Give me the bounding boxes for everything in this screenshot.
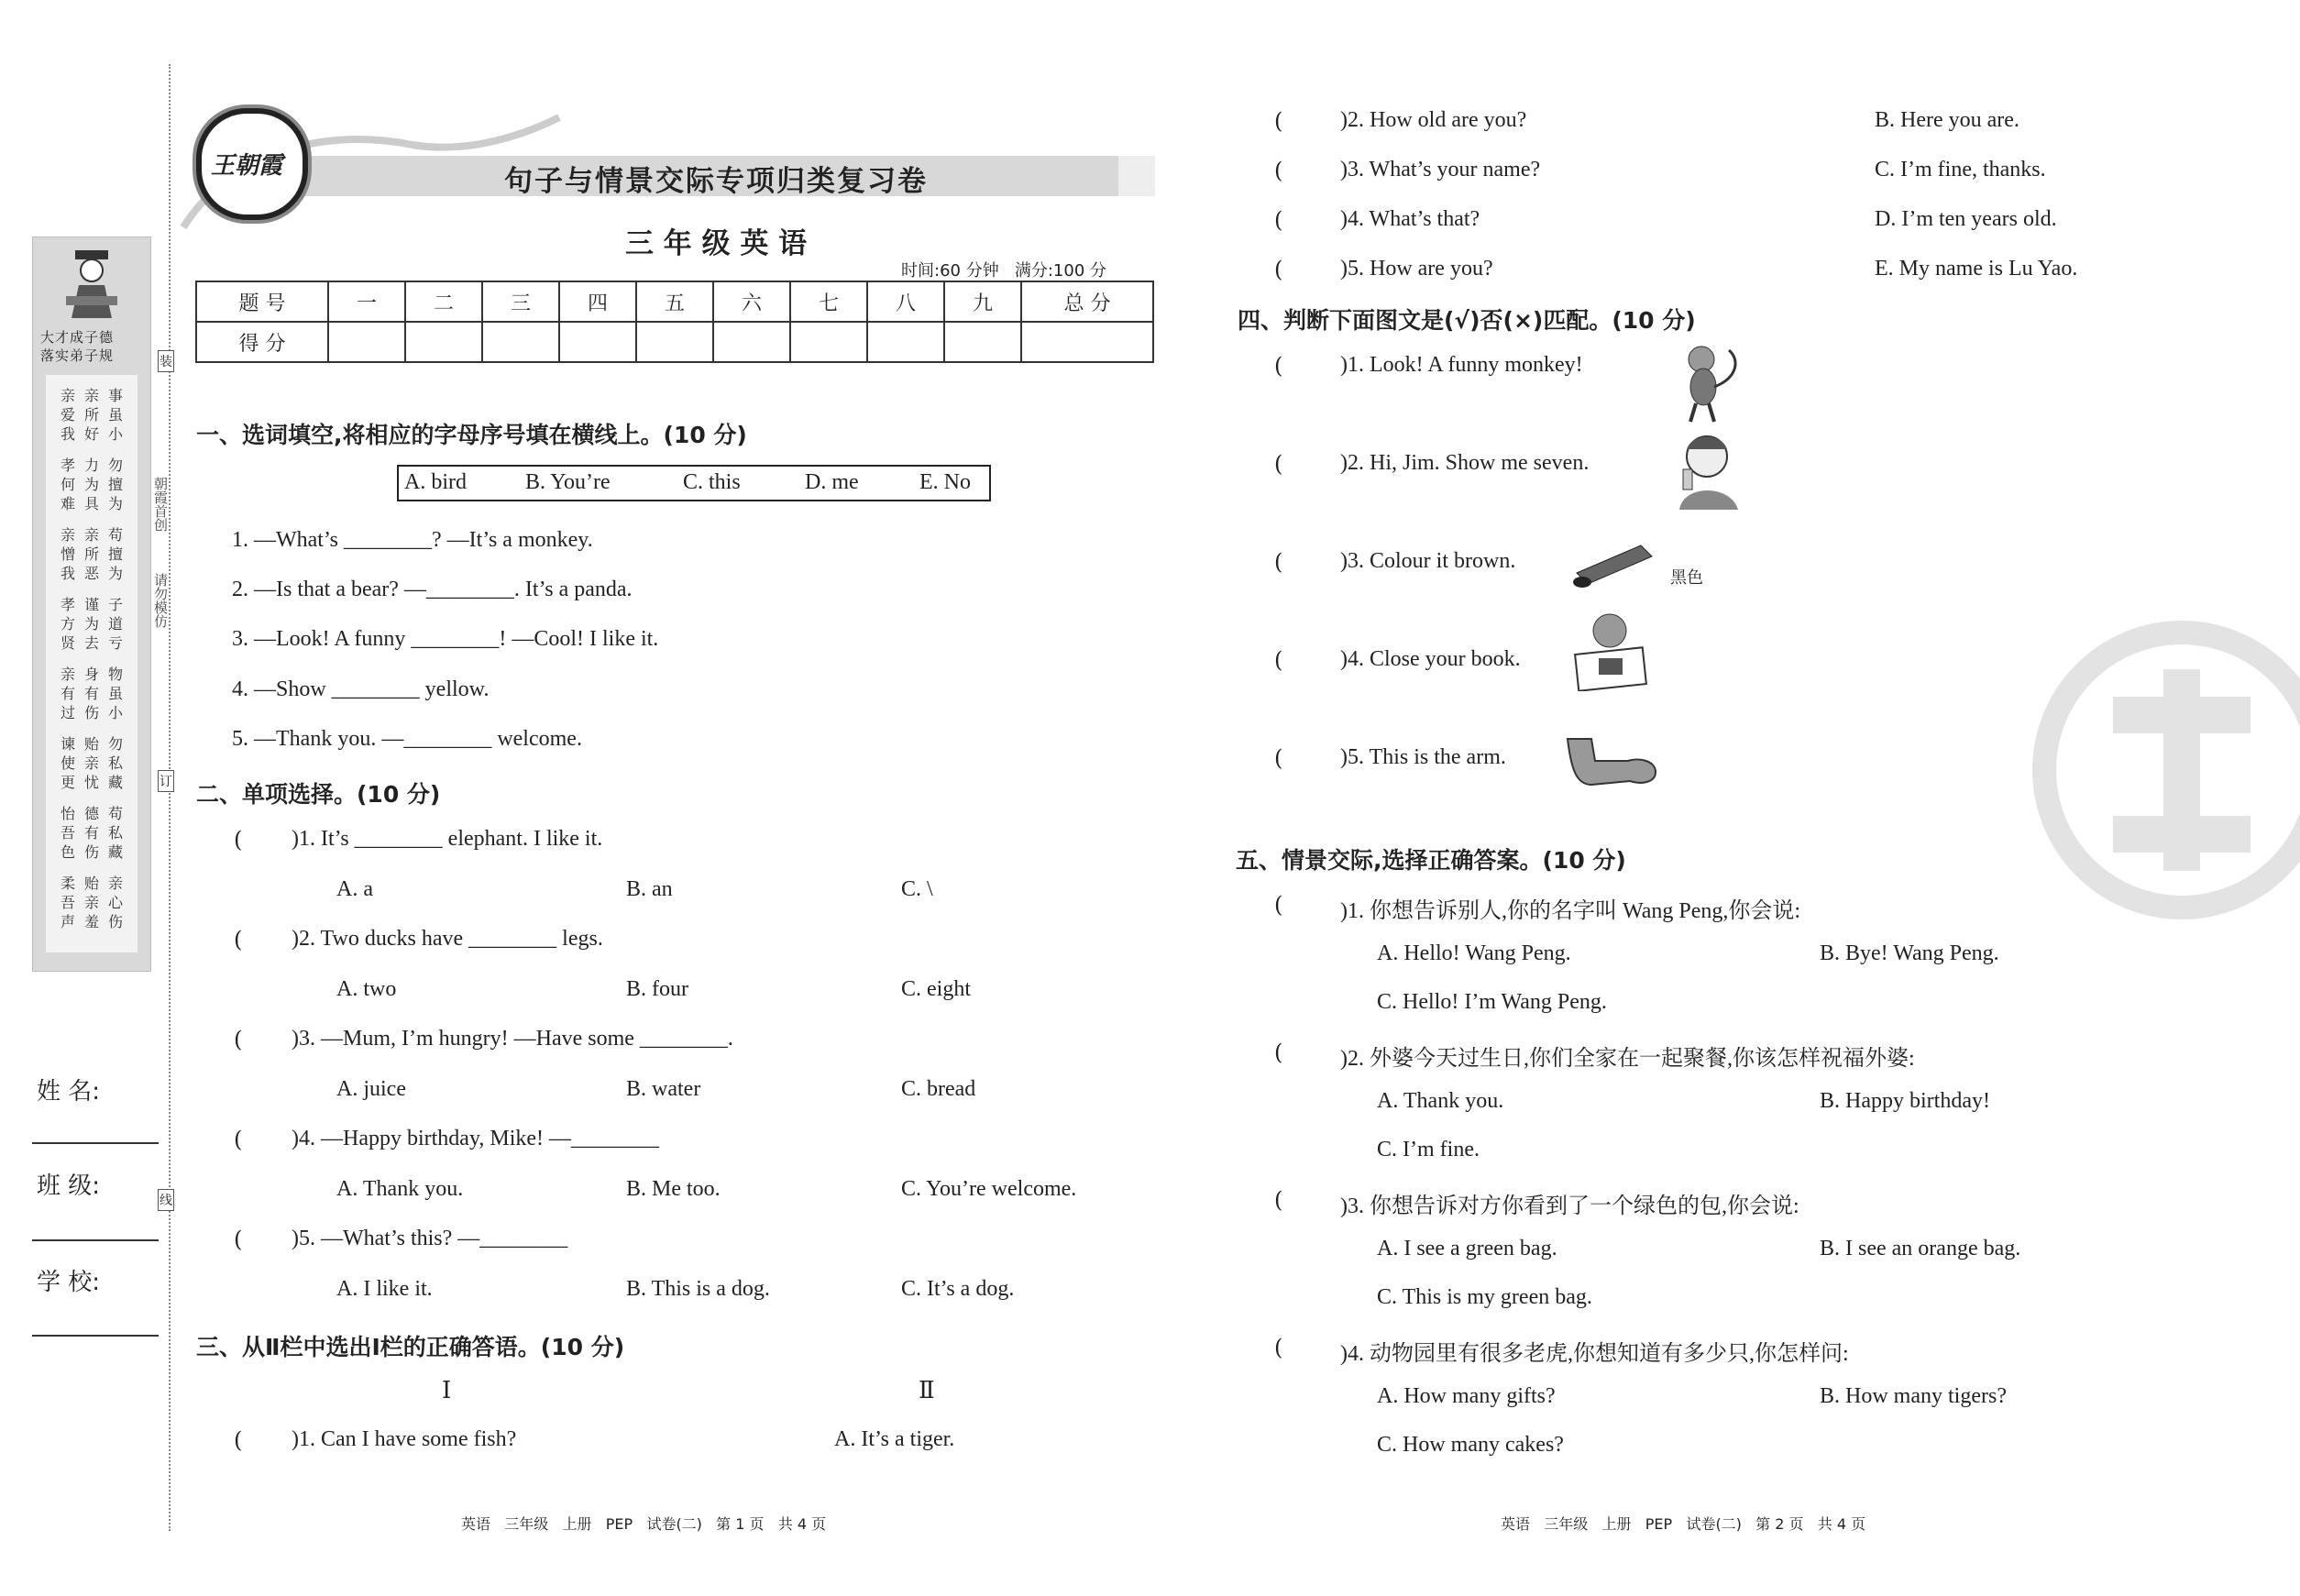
monkey-illustration [1674, 341, 1747, 424]
word-option: C. this [683, 470, 741, 494]
motto-panel [32, 237, 151, 972]
answer-paren[interactable]: ( [234, 827, 243, 853]
name-field[interactable] [32, 1142, 159, 1144]
s5-question: )2. 外婆今天过生日,你们全家在一起聚餐,你该怎样祝福外婆: [1340, 1047, 1915, 1071]
motto-column: 贻亲忧 [83, 735, 99, 791]
s2-option[interactable]: C. bread [901, 1077, 976, 1101]
score-input-cell[interactable] [328, 322, 405, 362]
motto-column: 贻亲羞 [83, 875, 99, 930]
column-I-label: Ⅰ [442, 1377, 452, 1403]
motto-column: 苟擅为 [107, 526, 123, 582]
s2-option[interactable]: C. \ [901, 877, 933, 901]
motto-column: 亲心伤 [107, 875, 123, 930]
s2-option[interactable]: A. I like it. [336, 1277, 433, 1301]
side-note-1: 朝霞首创 [152, 477, 169, 532]
s5-option[interactable]: B. Bye! Wang Peng. [1820, 941, 1999, 965]
score-input-cell[interactable] [713, 322, 790, 362]
motto-column: 亲憎我 [60, 526, 75, 582]
s2-option[interactable]: A. two [336, 977, 397, 1001]
name-label: 姓 名: [37, 1078, 101, 1106]
s5-option[interactable]: A. How many gifts? [1377, 1384, 1556, 1408]
answer-paren[interactable]: ( [234, 1127, 243, 1152]
footer-left: 英语 三年级 上册 PEP 试卷(二) 第 1 页 共 4 页 [461, 1515, 827, 1533]
s1-item-5: 5. —Thank you. —________ welcome. [232, 727, 582, 751]
score-input-cell[interactable] [1021, 322, 1153, 362]
motto-column: 怡吾色 [60, 805, 75, 861]
motto-column: 孝方贤 [60, 596, 75, 652]
score-header-cell: 一 [328, 281, 405, 322]
s5-option[interactable]: C. How many cakes? [1377, 1433, 1564, 1457]
motto-column: 亲所恶 [83, 526, 99, 582]
s3-question-1: )1. Can I have some fish? [292, 1427, 517, 1451]
s2-question: )1. It’s ________ elephant. I like it. [292, 827, 603, 851]
s3-answer: C. I’m fine, thanks. [1875, 158, 2046, 182]
motto-column: 孝何难 [60, 457, 75, 512]
s2-question: )4. —Happy birthday, Mike! —________ [292, 1127, 660, 1150]
s2-question: )3. —Mum, I’m hungry! —Have some ________. [292, 1027, 733, 1051]
binding-dotted-line [169, 64, 171, 1531]
s1-item-2: 2. —Is that a bear? —________. It’s a panda. [232, 578, 633, 601]
s4-item: )3. Colour it brown. [1340, 549, 1516, 573]
s2-question: )5. —What’s this? —________ [292, 1227, 568, 1250]
s2-option[interactable]: B. an [626, 877, 673, 901]
boy-showing-number-illustration [1674, 429, 1744, 510]
s3-question: )2. How old are you? [1340, 108, 1527, 132]
answer-paren[interactable]: ( [234, 1427, 243, 1453]
s2-option[interactable]: B. water [626, 1077, 701, 1101]
motto-column: 柔吾声 [60, 875, 75, 930]
confidential-seal-watermark [2026, 614, 2300, 926]
score-input-cell[interactable] [559, 322, 636, 362]
score-input-cell[interactable] [944, 322, 1021, 362]
score-header-cell: 六 [713, 281, 790, 322]
s4-item: )5. This is the arm. [1340, 745, 1506, 769]
s3-question: )4. What’s that? [1340, 207, 1480, 231]
page-title: 句子与情景交际专项归类复习卷 [504, 165, 928, 198]
s2-option[interactable]: B. four [626, 977, 688, 1001]
side-note-2: 请勿模仿 [152, 573, 169, 628]
s1-item-3: 3. —Look! A funny ________! —Cool! I like it. [232, 627, 659, 651]
score-header-cell: 三 [482, 281, 559, 322]
class-field[interactable] [32, 1239, 159, 1241]
score-header-cell: 五 [636, 281, 713, 322]
motto-column: 力为具 [83, 457, 99, 512]
score-header-cell: 二 [405, 281, 482, 322]
answer-paren[interactable]: ( [234, 927, 243, 952]
cut-mark-2: 订 [158, 770, 174, 792]
answer-paren[interactable]: ( [1274, 1040, 1283, 1065]
s5-option[interactable]: C. Hello! I’m Wang Peng. [1377, 990, 1607, 1014]
motto-line-1: 大才成子德 [40, 329, 115, 346]
score-header-cell: 题 号 [196, 281, 328, 322]
s5-option[interactable]: A. Thank you. [1377, 1089, 1504, 1113]
score-header-cell: 八 [867, 281, 944, 322]
s2-option[interactable]: A. a [336, 877, 373, 901]
s3-question: )5. How are you? [1340, 257, 1493, 281]
answer-paren[interactable]: ( [1274, 158, 1283, 183]
s5-option[interactable]: C. This is my green bag. [1377, 1285, 1592, 1309]
answer-paren[interactable]: ( [1274, 451, 1283, 477]
s3-answer: E. My name is Lu Yao. [1875, 257, 2078, 281]
score-input-cell[interactable] [790, 322, 867, 362]
score-header-cell: 总 分 [1021, 281, 1153, 322]
child-reading-illustration [1569, 609, 1652, 691]
paint-color-label: 黑色 [1670, 568, 1703, 588]
cut-mark-1: 装 [158, 350, 174, 372]
motto-column: 谏使更 [60, 735, 75, 791]
score-input-cell[interactable] [636, 322, 713, 362]
s5-question: )3. 你想告诉对方你看到了一个绿色的包,你会说: [1340, 1194, 1799, 1218]
section1-title: 一、选词填空,将相应的字母序号填在横线上。(10 分) [196, 422, 747, 448]
s5-option[interactable]: B. Happy birthday! [1820, 1089, 1990, 1113]
paint-tube-illustration [1568, 536, 1668, 591]
answer-paren[interactable]: ( [1274, 1335, 1283, 1360]
answer-paren[interactable]: ( [1274, 1187, 1283, 1213]
scholar-illustration [59, 245, 125, 322]
s5-option[interactable]: C. I’m fine. [1377, 1138, 1480, 1161]
score-label-cell: 得 分 [196, 322, 328, 362]
answer-paren[interactable]: ( [234, 1027, 243, 1052]
score-input-cell[interactable] [867, 322, 944, 362]
s5-question: )4. 动物园里有很多老虎,你想知道有多少只,你怎样问: [1340, 1342, 1849, 1366]
motto-column: 谨为去 [83, 596, 99, 652]
motto-column: 子道亏 [107, 596, 123, 652]
answer-paren[interactable]: ( [1274, 257, 1283, 282]
column-II-label: Ⅱ [919, 1377, 935, 1403]
s5-option[interactable]: B. How many tigers? [1820, 1384, 2007, 1408]
s2-option[interactable]: B. Me too. [626, 1177, 721, 1201]
s3-question: )3. What’s your name? [1340, 158, 1541, 182]
s4-item: )2. Hi, Jim. Show me seven. [1340, 451, 1590, 475]
motto-column: 亲爱我 [60, 387, 75, 443]
s5-option[interactable]: B. I see an orange bag. [1820, 1237, 2021, 1260]
time-info: 时间:60 分钟 满分:100 分 [901, 261, 1106, 281]
motto-column: 苟私藏 [107, 805, 123, 861]
motto-line-2: 落实弟子规 [40, 347, 115, 364]
motto-column: 亲所好 [83, 387, 99, 443]
class-label: 班 级: [37, 1172, 101, 1200]
s2-option[interactable]: B. This is a dog. [626, 1277, 770, 1301]
answer-paren[interactable]: ( [1274, 892, 1283, 918]
s4-item: )4. Close your book. [1340, 647, 1521, 671]
score-table [195, 281, 1154, 363]
school-field[interactable] [32, 1335, 159, 1337]
motto-columns [46, 375, 138, 952]
arm-illustration [1564, 733, 1659, 790]
word-option: A. bird [404, 470, 467, 494]
s1-item-4: 4. —Show ________ yellow. [232, 677, 490, 701]
motto-column: 德有伤 [83, 805, 99, 861]
word-option: B. You’re [525, 470, 611, 494]
motto-column: 亲有过 [60, 666, 75, 721]
score-table-score-row [196, 322, 1153, 362]
score-header-cell: 九 [944, 281, 1021, 322]
motto-column: 身有伤 [83, 666, 99, 721]
logo-text: 王朝霞 [211, 152, 283, 180]
s2-question: )2. Two ducks have ________ legs. [292, 927, 603, 951]
word-option: E. No [919, 470, 971, 494]
answer-paren[interactable]: ( [1274, 647, 1283, 673]
s2-option[interactable]: C. You’re welcome. [901, 1177, 1077, 1201]
s3-answer: D. I’m ten years old. [1875, 207, 2057, 231]
s2-option[interactable]: A. Thank you. [336, 1177, 464, 1201]
s2-option[interactable]: A. juice [336, 1077, 406, 1101]
motto-column: 物虽小 [107, 666, 123, 721]
answer-paren[interactable]: ( [1274, 207, 1283, 233]
answer-paren[interactable]: ( [1274, 108, 1283, 134]
score-header-cell: 四 [559, 281, 636, 322]
school-label: 学 校: [37, 1269, 101, 1296]
section5-title: 五、情景交际,选择正确答案。(10 分) [1236, 847, 1626, 874]
s2-option[interactable]: C. eight [901, 977, 971, 1001]
answer-paren[interactable]: ( [1274, 549, 1283, 575]
s5-option[interactable]: A. I see a green bag. [1377, 1237, 1557, 1260]
s1-item-1: 1. —What’s ________? —It’s a monkey. [232, 528, 593, 552]
s5-question: )1. 你想告诉别人,你的名字叫 Wang Peng,你会说: [1340, 899, 1801, 923]
s3-answer: B. Here you are. [1875, 108, 2019, 132]
word-option: D. me [805, 470, 859, 494]
cut-mark-3: 线 [158, 1189, 174, 1211]
score-input-cell[interactable] [405, 322, 482, 362]
section2-title: 二、单项选择。(10 分) [196, 781, 441, 808]
answer-paren[interactable]: ( [1274, 745, 1283, 771]
motto-column: 勿擅为 [107, 457, 123, 512]
answer-paren[interactable]: ( [1274, 353, 1283, 379]
word-bank [397, 465, 991, 501]
section3-title: 三、从Ⅱ栏中选出Ⅰ栏的正确答语。(10 分) [196, 1334, 625, 1360]
s3-answer-A: A. It’s a tiger. [834, 1427, 955, 1451]
answer-paren[interactable]: ( [234, 1227, 243, 1252]
score-input-cell[interactable] [482, 322, 559, 362]
footer-right: 英语 三年级 上册 PEP 试卷(二) 第 2 页 共 4 页 [1501, 1515, 1866, 1533]
s5-option[interactable]: A. Hello! Wang Peng. [1377, 941, 1571, 965]
page-subtitle: 三 年 级 英 语 [625, 227, 808, 260]
logo-seal [196, 108, 308, 220]
section4-title: 四、判断下面图文是(√)否(×)匹配。(10 分) [1238, 307, 1696, 334]
motto-column: 勿私藏 [107, 735, 123, 791]
score-header-cell: 七 [790, 281, 867, 322]
s4-item: )1. Look! A funny monkey! [1340, 353, 1583, 377]
motto-column: 事虽小 [107, 387, 123, 443]
s2-option[interactable]: C. It’s a dog. [901, 1277, 1015, 1301]
score-table-header-row [196, 281, 1153, 322]
